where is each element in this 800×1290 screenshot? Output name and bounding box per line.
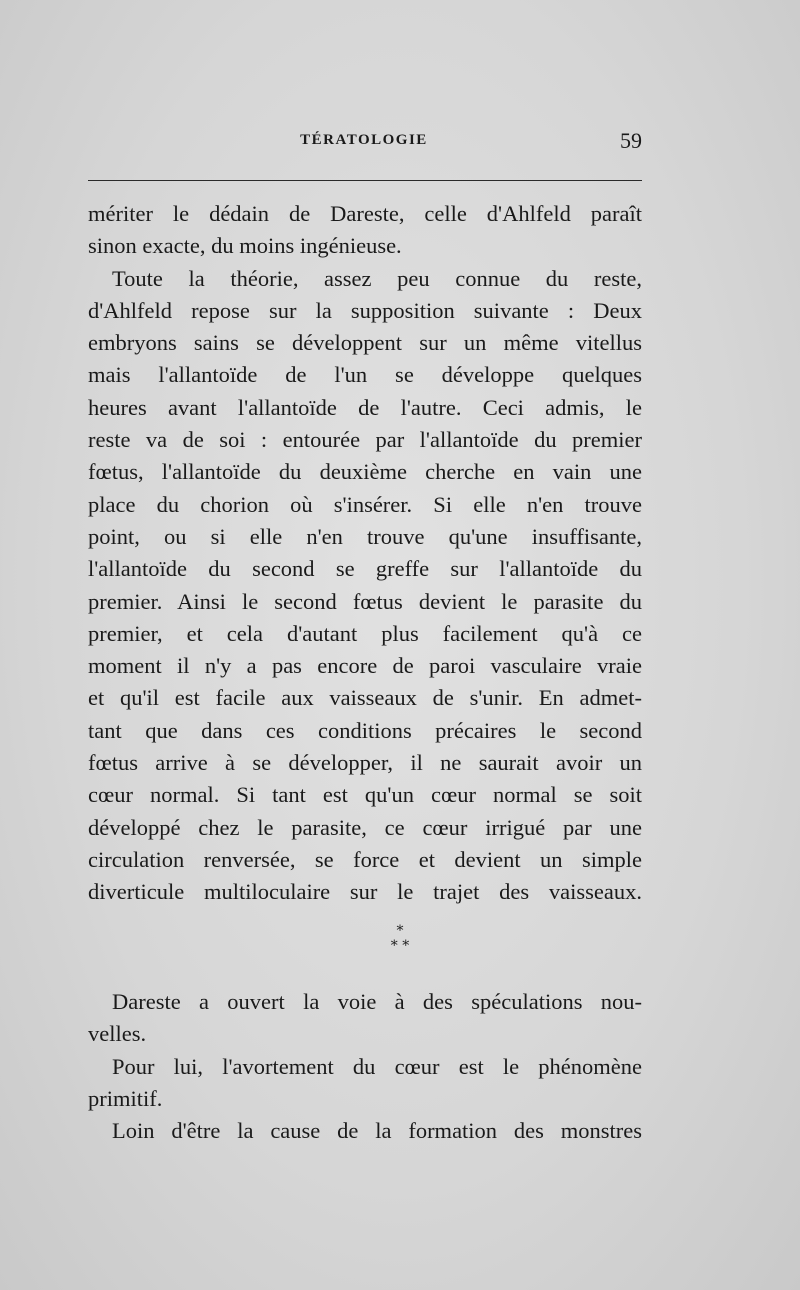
text-line: fœtus, l'allantoïde du deuxième cherche en vain une [88,459,642,485]
paragraph [88,1115,642,1147]
text-line: point, ou si elle n'en trouve qu'une insuffisante, [88,523,642,549]
text-line: mais l'allantoïde de l'un se développe quelques [88,362,642,388]
header-rule [88,180,642,181]
text-line: heures avant l'allantoïde de l'autre. Ceci admis, le [88,394,642,420]
running-title: TÉRATOLOGIE [300,132,428,148]
text-line: l'allantoïde du second se greffe sur l'allantoïde du [88,556,642,582]
paragraph [88,986,642,1051]
asterism-top: * [396,923,404,939]
text-line: et qu'il est facile aux vaisseaux de s'unir. En admet- [88,685,642,711]
text-line: fœtus arrive à se développer, il ne saurait avoir un [88,750,642,776]
text-line: premier, et cela d'autant plus facilement qu'à ce [88,620,642,646]
text-line: moment il n'y a pas encore de paroi vasculaire vraie [88,653,642,679]
asterism-bottom: * * [390,938,410,954]
text-line: Pour lui, l'avortement du cœur est le phénomène [112,1053,642,1079]
text-line: Loin d'être la cause de la formation des monstres [112,1118,642,1144]
body-text-main [88,198,642,909]
text-line: embryons sains se développent sur un même vitellus [88,330,642,356]
body-text-after [88,986,642,1147]
text-line: d'Ahlfeld repose sur la supposition suivante : Deux [88,297,642,323]
text-line: velles. [88,1021,147,1047]
asterism-separator [0,924,800,954]
text-line: diverticule multiloculaire sur le trajet des vaisseaux. [88,879,642,905]
text-line: circulation renversée, se force et devient un simple [88,846,642,872]
text-line: primitif. [88,1085,163,1111]
text-line: tant que dans ces conditions précaires le second [88,717,642,743]
page-number: 59 [620,128,642,153]
text-line: développé chez le parasite, ce cœur irrigué par une [88,814,642,840]
text-line: sinon exacte, du moins ingénieuse. [88,233,402,259]
paragraph [88,198,642,263]
paragraph [88,1051,642,1116]
running-head [88,128,640,158]
paragraph [88,263,642,909]
text-line: mériter le dédain de Dareste, celle d'Ahlfeld paraît [88,201,642,226]
text-line: cœur normal. Si tant est qu'un cœur normal se soit [88,782,642,808]
text-line: place du chorion où s'insérer. Si elle n'en trouve [88,491,642,517]
text-line: Dareste a ouvert la voie à des spéculations nou- [112,989,642,1014]
text-line: premier. Ainsi le second fœtus devient le parasite du [88,588,642,614]
text-line: reste va de soi : entourée par l'allantoïde du premier [88,427,642,453]
text-line: Toute la théorie, assez peu connue du reste, [112,265,642,291]
